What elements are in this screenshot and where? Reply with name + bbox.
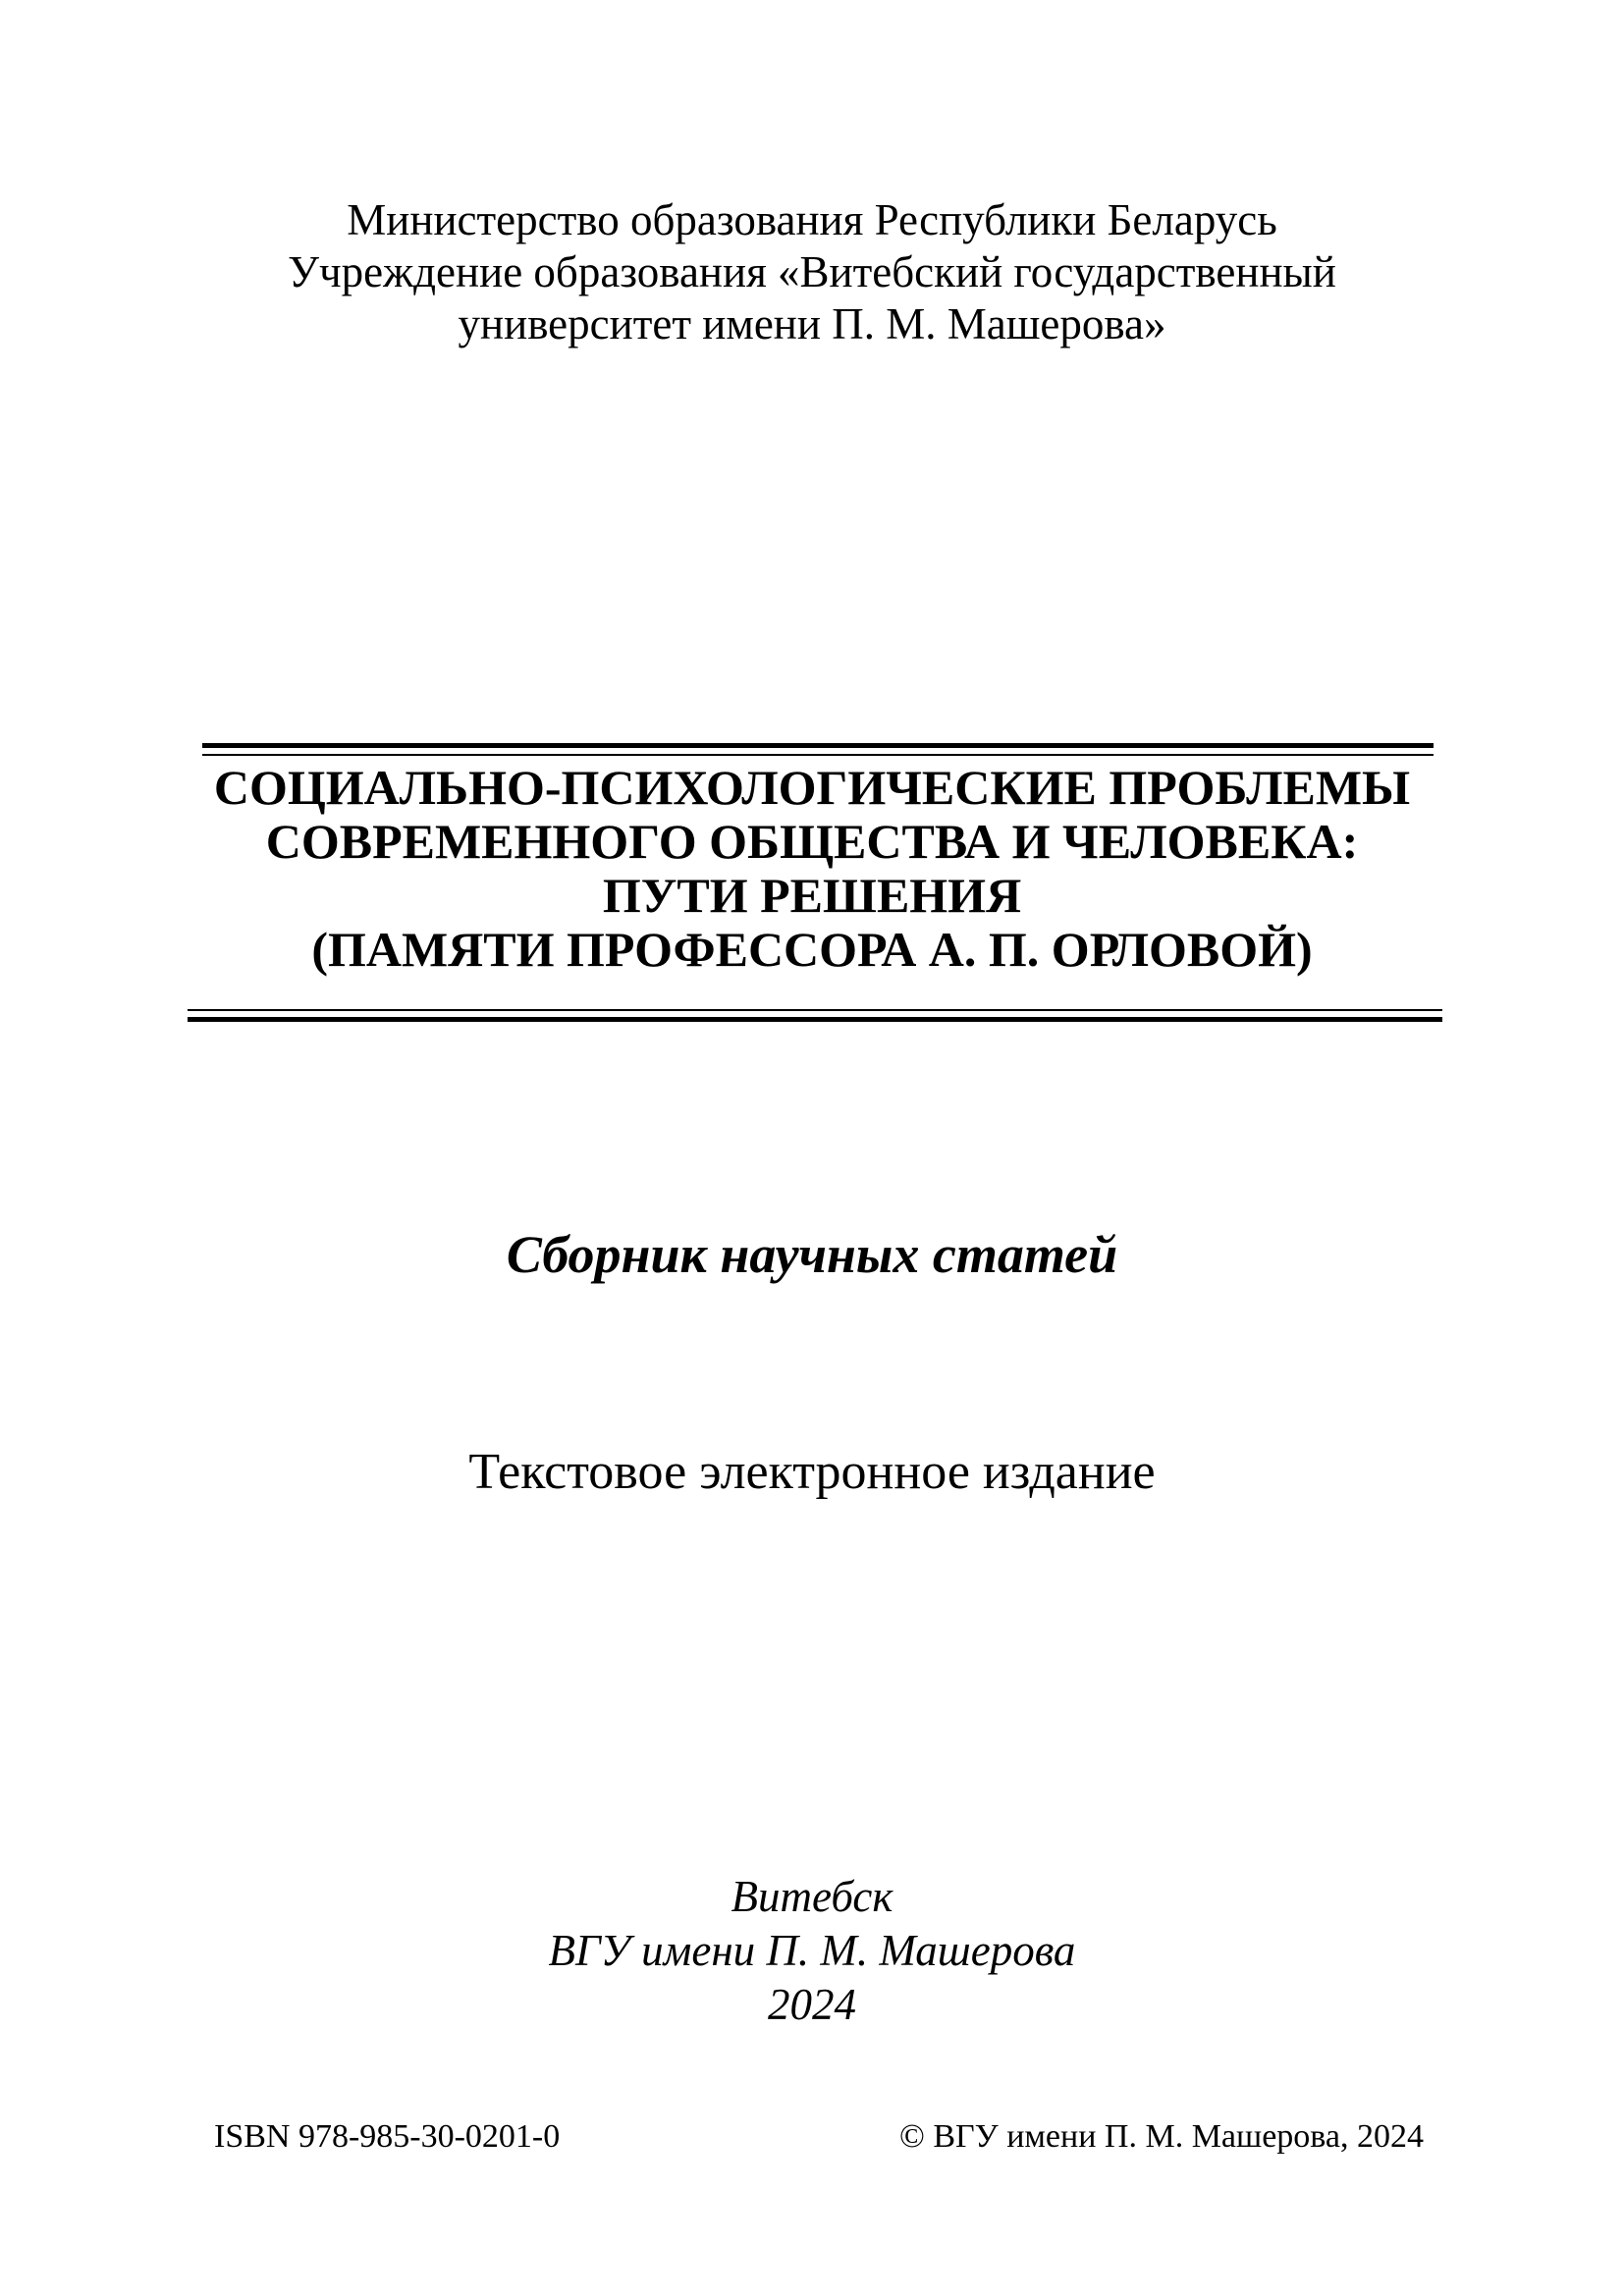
edition-type: Текстовое электронное издание xyxy=(468,1444,1156,1500)
imprint xyxy=(0,1870,1624,2032)
title-line-3: ПУТИ РЕШЕНИЯ xyxy=(602,868,1022,923)
top-thick-rule xyxy=(202,743,1434,748)
imprint-city: Витебск xyxy=(731,1872,893,1921)
isbn: ISBN 978-985-30-0201-0 xyxy=(214,2118,561,2155)
title-line-1: СОЦИАЛЬНО-ПСИХОЛОГИЧЕСКИЕ ПРОБЛЕМЫ xyxy=(213,760,1411,815)
copyright: © ВГУ имени П. М. Машерова, 2024 xyxy=(898,2118,1424,2155)
book-title xyxy=(0,761,1624,977)
imprint-year: 2024 xyxy=(768,1980,856,2029)
bottom-thin-rule xyxy=(188,1009,1442,1011)
collection-subtitle: Сборник научных статей xyxy=(506,1225,1118,1284)
ministry-line: Министерство образования Республики Беларусь xyxy=(347,195,1277,244)
institution-header xyxy=(0,194,1624,350)
title-line-4: (ПАМЯТИ ПРОФЕССОРА А. П. ОРЛОВОЙ) xyxy=(311,922,1313,977)
bottom-thick-rule xyxy=(188,1017,1442,1022)
imprint-publisher: ВГУ имени П. М. Машерова xyxy=(548,1926,1076,1975)
university-line: университет имени П. М. Машерова» xyxy=(458,299,1166,348)
institution-line: Учреждение образования «Витебский государственный xyxy=(288,247,1336,296)
top-thin-rule xyxy=(202,754,1434,756)
title-line-2: СОВРЕМЕННОГО ОБЩЕСТВА И ЧЕЛОВЕКА: xyxy=(265,814,1359,869)
